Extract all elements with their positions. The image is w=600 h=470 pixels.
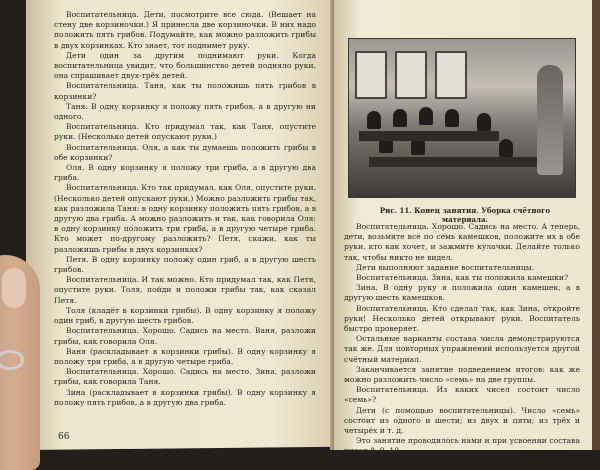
right-page-text [344,222,580,457]
paragraph: Воспитательница. Хорошо. Садись на место. А теперь, дети, возьмите все по семь камешков, положите их в обе руки, кто как хочет, и зажмите кулачки. Делайте только так, чтобы никто не видел. [344,222,580,262]
paragraph: Толя (кладёт в корзинки грибы). В одну корзинку я положу один гриб, в другую шесть грибов. [54,305,316,326]
paragraph: Таня. В одну корзинку я положу пять грибов, а в другую ни одного. [54,101,316,122]
paragraph: Воспитательница. Кто так придумал, как Оля, опустите руки. (Несколько детей опускают руки.) Можно разложить грибы так, как разложила Таня: в одну корзинку положить пять грибов, а в другую два гриба. А можно разложить и так, как говорила Оля: в одну корзинку положить три гриба, а в другую четыре гриба. Кто может по-другому разложить? Петя, скажи, как ты разложишь грибы в двух корзинках? [54,183,316,254]
paragraph: Заканчивается занятие подведением итогов: как же можно разложить число «семь» на две группы. [344,364,580,385]
paragraph: Петя. В одну корзинку положу один гриб, а в другую шесть грибов. [54,254,316,275]
window [355,51,387,99]
window [435,51,467,99]
desk [359,131,499,141]
desk [369,157,539,167]
teacher-figure [537,65,563,175]
thumbnail [2,268,26,308]
paragraph: Ваня (раскладывает в корзинки грибы). В одну корзинку я положу три гриба, а в другую четыре гриба. [54,346,316,366]
child-figure [393,109,407,127]
paragraph: Воспитательница. И так можно. Кто придумал так, как Петя, опустите руки. Толя, пойди и положи грибы так, как сказал Петя. [54,275,316,305]
paragraph: Воспитательница. Кто придумал так, как Таня, опустите руки. (Несколько детей опускают руки.) [54,122,316,142]
paragraph: Воспитательница. Зина, как ты положила камешки? [356,273,569,283]
paragraph: Воспитательница. Из каких чисел состоит число «семь»? [344,385,580,405]
paragraph: Воспитательница. Кто сделал так, как Зина, откройте руки! Несколько детей открывают руки. Воспитатель быстро проверяет. [344,303,580,334]
window [395,51,427,99]
paragraph: Оля. В одну корзинку я положу три гриба, а в другую два гриба. [54,163,316,183]
figure-caption: Рис. 11. Конец занятия. Уборка счётного материала. [379,206,551,224]
paragraph: Воспитательница. Дети, посмотрите все сюда. (Вешает на стену две корзиночки.) Я принесла две корзиночки. В них надо положить пять грибов. Подумайте, как можно разложить грибы в двух корзинках. Кто знает, тот поднимет руку. [54,10,316,50]
paragraph: Остальные варианты состава числа демонстрируются так же. Для повторных упражнений используется другой счётный материал. [344,334,580,364]
paragraph: Воспитательница. Хорошо. Садись на место. Ваня, разложи грибы, как говорила Оля. [54,326,316,346]
paragraph: Дети выполняют задание воспитательницы. [356,262,535,272]
page-number: 66 [58,432,70,442]
child-figure [477,113,491,131]
paragraph: Воспитательница. Оля, а как ты думаешь положить грибы в обе корзинки? [54,142,316,162]
paragraph: Зина (раскладывает в корзинки грибы). В одну корзинку я положу пять грибов, а в другую два гриба. [54,387,316,407]
paragraph: Воспитательница. Таня, как ты положишь пять грибов в корзинки? [54,81,316,101]
left-page-text [54,10,316,408]
child-figure [419,107,433,125]
child-figure [367,111,381,129]
classroom-photo [348,38,576,198]
paragraph: Воспитательница. Хорошо. Садись на место. Зина, разложи грибы, как говорила Таня. [54,367,316,387]
paragraph: Зина. В одну руку я положила один камешек, а в другую шесть камешков. [344,283,580,303]
paragraph: Это занятие проводилось нами и при усвоении состава чисел 8, 9, 10. [344,436,580,456]
child-figure [499,139,513,157]
child-figure [445,109,459,127]
paragraph: Дети (с помощью воспитательницы). Число «семь» состоит из одного и шести; из двух и пяти; из трёх и четырёх и т. д. [344,405,580,436]
paragraph: Дети один за другим поднимают руки. Когда воспитательница увидит, что большинство детей подняло руки, она спрашивает двух-трёх детей. [54,50,316,81]
